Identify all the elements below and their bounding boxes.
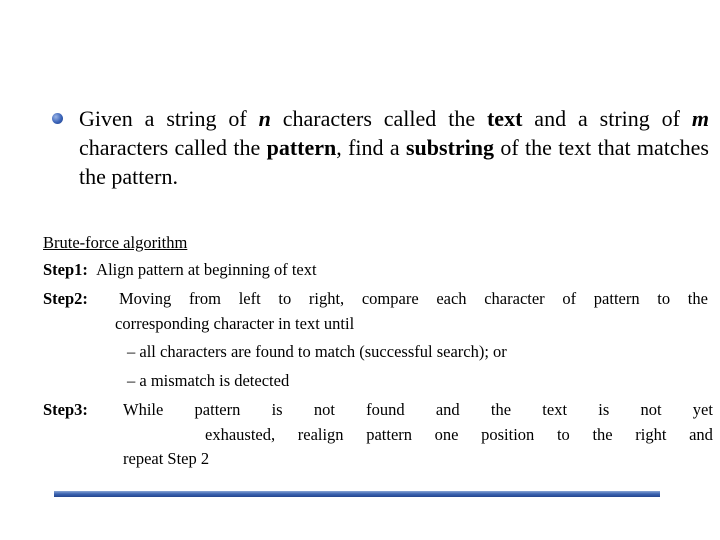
word: is bbox=[598, 400, 610, 419]
step3-line2 bbox=[205, 423, 713, 447]
intro-text-5: , find a bbox=[336, 135, 406, 160]
word: text bbox=[542, 400, 568, 419]
var-n: n bbox=[258, 106, 271, 131]
word: each bbox=[436, 289, 467, 308]
term-text: text bbox=[486, 106, 523, 131]
word: found bbox=[366, 400, 405, 419]
intro-text-2: characters called the bbox=[270, 106, 487, 131]
algorithm-title: Brute-force algorithm bbox=[43, 233, 188, 252]
intro-text-4: characters called the bbox=[79, 135, 267, 160]
step2-label-row bbox=[43, 287, 88, 311]
word: not bbox=[640, 400, 662, 419]
term-substring: substring bbox=[405, 135, 495, 160]
word: to bbox=[657, 289, 671, 308]
word: right, bbox=[308, 289, 345, 308]
word: to bbox=[278, 289, 292, 308]
step1-text: Align pattern at beginning of text bbox=[96, 260, 317, 279]
word: from bbox=[188, 289, 222, 308]
word: is bbox=[271, 400, 283, 419]
word: one bbox=[434, 425, 459, 444]
step2-subitem-1: – all characters are found to match (successful search); or bbox=[127, 342, 507, 361]
step2-label: Step2: bbox=[43, 289, 88, 308]
word: and bbox=[435, 400, 460, 419]
word: compare bbox=[361, 289, 419, 308]
word: While bbox=[123, 400, 164, 419]
step3-line3: repeat Step 2 bbox=[123, 449, 210, 468]
var-m: m bbox=[691, 106, 710, 131]
word: the bbox=[687, 289, 708, 308]
step1-label: Step1: bbox=[43, 260, 88, 279]
problem-statement bbox=[79, 104, 709, 191]
word: pattern bbox=[194, 400, 241, 419]
step2-subitem-2: – a mismatch is detected bbox=[127, 371, 290, 390]
word: the bbox=[490, 400, 512, 419]
word: character bbox=[484, 289, 545, 308]
round-bullet-icon bbox=[52, 113, 63, 124]
term-pattern: pattern bbox=[266, 135, 337, 160]
word: realign bbox=[297, 425, 344, 444]
word: yet bbox=[692, 400, 713, 419]
word: position bbox=[481, 425, 535, 444]
word: to bbox=[556, 425, 570, 444]
word: right bbox=[635, 425, 667, 444]
word: the bbox=[592, 425, 613, 444]
word: pattern bbox=[366, 425, 413, 444]
word: Moving bbox=[119, 289, 172, 308]
word: left bbox=[238, 289, 261, 308]
word: of bbox=[562, 289, 577, 308]
step2-line1 bbox=[119, 287, 708, 311]
footer-divider bbox=[54, 491, 660, 497]
intro-text-6: of the text that matches the pattern. bbox=[79, 135, 709, 189]
intro-text-3: and a string of bbox=[522, 106, 692, 131]
word: exhausted, bbox=[205, 425, 276, 444]
step3-label: Step3: bbox=[43, 400, 88, 419]
step3-label-row bbox=[43, 398, 88, 422]
step2-line2: corresponding character in text until bbox=[115, 314, 355, 333]
intro-text-1: Given a string of bbox=[79, 106, 259, 131]
step3-line1 bbox=[123, 398, 713, 422]
word: not bbox=[313, 400, 335, 419]
step1 bbox=[43, 258, 317, 282]
word: pattern bbox=[593, 289, 640, 308]
word: and bbox=[689, 425, 713, 444]
